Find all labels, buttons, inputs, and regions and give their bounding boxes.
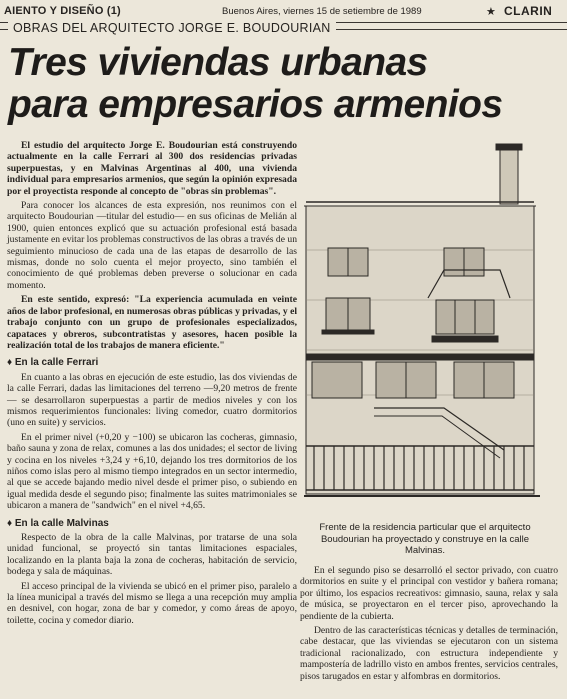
paragraph: Respecto de la obra de la calle Malvinas, por tratarse de una sola unidad funcional, se proyectó sin tantas limitaciones espaciales, localizando en la planta baja la zona de cocheras, habitación de servicio, bodega y sala de máquinas. <box>7 532 297 578</box>
star-icon: ★ <box>486 6 496 18</box>
house-facade-drawing <box>304 140 542 514</box>
dateline: Buenos Aires, viernes 15 de setiembre de 1989 <box>222 6 422 17</box>
page-header <box>0 0 567 23</box>
paragraph: En el segundo piso se desarrolló el sector privado, con cuatro dormitorios en suite y el principal con vestidor y bañera romana; por último, los espacios recreativos: gimnasio, sauna, relax y sala de música, se proyectaron en el tercer piso, aprovechando la pendiente de la cubierta. <box>300 565 558 622</box>
headline-line-1: Tres viviendas urbanas <box>8 41 428 84</box>
headline <box>8 42 553 126</box>
paragraph-intro: El estudio del arquitecto Jorge E. Boudourian está construyendo actualmente en la calle Ferrari al 300 dos residencias privadas superpuestas, y en Malvinas Argentinas al 400, una vivienda individual para empresarios armenios, que según la opinión expresada por el proyectista responde al concepto de "obras sin problemas". <box>7 140 297 197</box>
paragraph: El acceso principal de la vivienda se ubicó en el primer piso, paralelo a la línea municipal a través del mismo se llega a una recepción muy amplia en desnivel, con hogar, zona de bar y comedor, y como áreas de apoyo, toilette, cocina y comedor diario. <box>7 580 297 626</box>
kicker: OBRAS DEL ARQUITECTO JORGE E. BOUDOURIAN <box>8 21 336 35</box>
section-name: AIENTO Y DISEÑO (1) <box>4 5 121 17</box>
photo-caption: Frente de la residencia particular que el arquitecto Boudourian ha proyectado y construye en la calle Malvinas. <box>319 522 531 556</box>
paragraph: En cuanto a las obras en ejecución de este estudio, las dos viviendas de la calle Ferrari, dadas las limitaciones del terreno —9,20 metros de frente— se desarrollaron superpuestas a partir de medios niveles y con los mismos requerimientos funcionales: living comedor, cuatro dormitorios (uno en suite) y servicios. <box>7 371 297 429</box>
headline-line-2: para empresarios armenios <box>8 83 503 126</box>
subheading-ferrari: ♦ En la calle Ferrari <box>7 357 99 369</box>
newspaper-name: CLARIN <box>504 4 553 18</box>
article-column-right <box>300 565 558 682</box>
subheading-malvinas: ♦ En la calle Malvinas <box>7 517 109 529</box>
paragraph: Dentro de las características técnicas y detalles de terminación, cabe destacar, que las viviendas se ejecutaron con un sistema tradicional racionalizado, con estructura independiente y mampostería de ladrillo visto en ambos frentes, servicios centrales, pisos tarugados en estar y alfombras en dormitorios. <box>300 625 558 682</box>
paragraph-quote: En este sentido, expresó: "La experiencia acumulada en veinte años de labor profesional, en numerosas obras públicas y privadas, y el trabajo conjunto con un grupo de profesionales especializados, capataces y obreros, subcontratistas y asesores, hacen posible la realización total de los trabajos de manera eficiente." <box>7 294 297 351</box>
article-column-left <box>7 140 297 626</box>
paragraph: Para conocer los alcances de esta expresión, nos reunimos con el arquitecto Boudourian —titular del estudio— en sus oficinas de Melián al 1900, quien entonces explicó que su actuación profesional está basada justamente en evitar los problemas constructivos de las obras a través de un seguimiento minucioso de cada una de las etapas de desarrollo de las mismas, donde no solo cuenta el mejor proyecto, sino también el conocimiento de qué problemas deben preverse o solucionar en cada momento. <box>7 200 297 291</box>
paragraph: En el primer nivel (+0,20 y −100) se ubicaron las cocheras, gimnasio, baño sauna y zona de relax, comunes a las dos unidades; el sector de living y cocina en los niveles +3,24 y +6,10, dejando los tres dormitorios de los niños como islas pero al mismo tiempo integrados en un sector intermedio, al que se accede bajando medio nivel desde el primer piso, o subiendo en igual medida desde el segundo piso; finalmente las suites matrimoniales se ubicaron a manera de "sandwich" en el nivel +4,65. <box>7 431 297 512</box>
